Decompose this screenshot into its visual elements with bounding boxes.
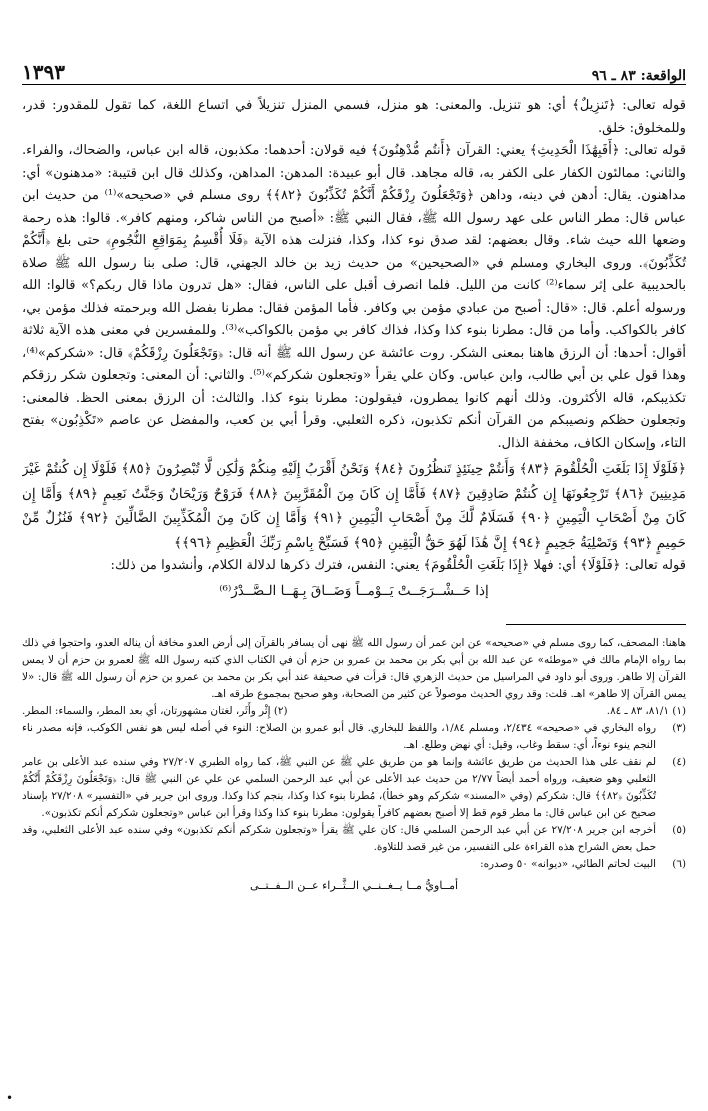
page (22, 56, 686, 1096)
closing-paragraph: قوله تعالى: ﴿فَلَوْلَا﴾ أي: فهلا ﴿إِذَا بَلَغَتِ الْحُلْقُومَ﴾ يعني: النفس، فترك ذكرها لدلالة الكلام، وأنشدوا من ذلك: (110, 558, 686, 573)
footnote-pair (22, 703, 686, 720)
footnotes (22, 635, 686, 894)
footnote-text: رواه البخاري في «صحيحه» ٢/٤٣٤، ومسلم ١/٨٤، واللفظ للبخاري. قال أبو عمرو بن الصلاح: النوء في أصله ليس هو نفس الكوكب، فإنه مصدر ناء النجم ينوء نوءاً، أي: سقط وغاب، وقيل: أي نهض وطلع. اهـ. (22, 721, 657, 751)
page-header (22, 56, 686, 85)
footnote (22, 856, 686, 873)
footnote (22, 754, 686, 822)
page-number: ١٣٩٣ (22, 60, 65, 84)
footnote-number: (٥) (672, 823, 686, 836)
paragraph: قوله تعالى: ﴿تَنزِيلٌ﴾ أي: هو تنزيل. والمعنى: هو منزل، فسمي المنزل تنزيلاً في اتساع اللغة، كما تقول للمقدور: قدر، وللمخلوق: خلق. (22, 98, 686, 136)
footnote-number: (٣) (672, 721, 686, 734)
paragraph: قوله تعالى: ﴿أَفَبِهَٰذَا الْحَدِيثِ﴾ يعني: القرآن ﴿أَنتُم مُّدْهِنُونَ﴾ فيه قولان: أحدهما: مكذبون، قاله ابن عباس، والضحاك، والفراء. والثاني: ممالئون الكفار على الكفر به، قاله مجاهد. قال أبو عبيدة: المدهن: المداهن، وكذلك قال ابن قتيبة: «مدهنون» أي: مداهنون. يقال: أدهن في دينه، وداهن ﴿وَتَجْعَلُونَ رِزْقَكُمْ أَنَّكُمْ تُكَذِّبُونَ ﴿٨٢﴾﴾ روى مسلم في «صحيحه»⁽¹⁾ من حديث ابن عباس قال: مطر الناس على عهد رسول الله ﷺ، فقال النبي ﷺ: «أصبح من الناس شاكر، ومنهم كافر». قالوا: هذه رحمة وضعها الله حيث شاء. وقال بعضهم: لقد صدق نوء كذا، وكذا، فنزلت هذه الآية ﴿فَلَا أُقْسِمُ بِمَوَاقِعِ النُّجُومِ﴾ حتى بلغ ﴿أَنَّكُمْ تُكَذِّبُونَ﴾. وروى البخاري ومسلم في «الصحيحين» من حديث زيد بن خالد الجهني، قال: صلى بنا رسول الله ﷺ صلاة بالحديبية على إثر سماء⁽²⁾ كانت من الليل. فلما انصرف أقبل على الناس، فقال: «هل تدرون ماذا قال ربكم؟» قالوا: الله ورسوله أعلم. قال: «قال: أصبح من عبادي مؤمن بي وكافر. فأما المؤمن فقال: مطرنا بفضل الله وبرحمته فذلك مؤمن بي، كافر بالكواكب. وأما من قال: مطرنا بنوء كذا وكذا، فذاك كافر بي مؤمن بالكواكب»⁽³⁾. وللمفسرين في معنى هذه الآية ثلاثة أقوال: أحدها: أن الرزق هاهنا بمعنى الشكر. روت عائشة عن رسول الله ﷺ أنه قال: ﴿وَتَجْعَلُونَ رِزْقَكُمْ﴾ قال: «شكركم»⁽⁴⁾، وهذا قول علي بن أبي طالب، وابن عباس. وكان علي يقرأ «وتجعلون شكركم»⁽⁵⁾. والثاني: أن المعنى: وتجعلون شكر رزقكم تكذيبكم، قاله الأكثرون. وذلك أنهم كانوا يمطرون، فيقولون: مطرنا بنوء كذا. والثالث: أن الرزق بمعنى الحظ. فالمعنى: وتجعلون حظكم ونصيبكم من القرآن أنكم تكذبون، ذكره الثعلبي. وقرأ أبي بن كعب، والمفضل عن عاصم «تَكْذِبُون» بفتح التاء، وإسكان الكاف، مخففة الذال. (22, 143, 686, 451)
footnote-poem: أمــاويُّ مــا يــغــنــي الــثَّــراء عــن الــفــتــى (249, 878, 459, 892)
footnote-text: أخرجه ابن جرير ٢٧/٢٠٨ عن أبي عبد الرحمن السلمي قال: كان علي ﷺ يقرأ «وتجعلون شكركم أنكم تكذبون» وفي سنده عبد الأعلى الثعلبي، وقد حمل بعض الشراح هذه القراءة على التفسير، من غير قصد للتلاوة. (22, 823, 656, 853)
footnote (22, 822, 686, 856)
poem-line: إذا حَــشْــرَجَــتْ يَــوْمــاً وَضَــاقَ بِـهَــا الـصَّــدْرُ⁽⁶⁾ (219, 582, 489, 599)
footnote (22, 720, 686, 754)
chapter-title: الواقعة: ٨٣ ـ ٩٦ (591, 68, 686, 84)
footnote-text: البيت لحاتم الطائي، «ديوانه» ٥٠ وصدره: (480, 857, 656, 870)
quran-verse-block: ﴿فَلَوْلَا إِذَا بَلَغَتِ الْحُلْقُومَ ﴿٨٣﴾ وَأَنتُمْ حِينَئِذٍ تَنظُرُونَ ﴿٨٤﴾ وَنَحْنُ أَقْرَبُ إِلَيْهِ مِنكُمْ وَلَٰكِن لَّا تُبْصِرُونَ ﴿٨٥﴾ فَلَوْلَا إِن كُنتُمْ غَيْرَ مَدِينِينَ ﴿٨٦﴾ تَرْجِعُونَهَا إِن كُنتُمْ صَادِقِينَ ﴿٨٧﴾ فَأَمَّا إِن كَانَ مِنَ الْمُقَرَّبِينَ ﴿٨٨﴾ فَرَوْحٌ وَرَيْحَانٌ وَجَنَّتُ نَعِيمٍ ﴿٨٩﴾ وَأَمَّا إِن كَانَ مِنْ أَصْحَابِ الْيَمِينِ ﴿٩٠﴾ فَسَلَامٌ لَّكَ مِنْ أَصْحَابِ الْيَمِينِ ﴿٩١﴾ وَأَمَّا إِن كَانَ مِنَ الْمُكَذِّبِينَ الضَّالِّينَ ﴿٩٢﴾ فَنُزُلٌ مِّنْ حَمِيمٍ ﴿٩٣﴾ وَتَصْلِيَةُ جَحِيمٍ ﴿٩٤﴾ إِنَّ هَٰذَا لَهُوَ حَقُّ الْيَقِينِ ﴿٩٥﴾ فَسَبِّحْ بِاسْمِ رَبِّكَ الْعَظِيمِ ﴿٩٦﴾﴾ (22, 461, 686, 551)
main-text (22, 95, 686, 602)
footnote-number: (٤) (672, 755, 686, 768)
footnote-number: (٦) (672, 857, 686, 870)
footnote-text: لم نقف على هذا الحديث من طريق عائشة وإنما هو من طريق علي ﷺ عن النبي ﷺ، كما رواه الطبري ٢٧/٢٠٧ وفي سنده عبد الأعلى بن عامر الثعلبي وهو ضعيف، ورواه أحمد أيضاً ٢/٧٧ من حديث عبد الأعلى عن أبي عبد الرحمن السلمي عن علي عن النبي ﷺ قال: ﴿وَتَجْعَلُونَ رِزْقَكُمْ أَنَّكُمْ تُكَذِّبُونَ ﴿٨٢﴾﴾ قال: شكركم (وفي «المسند» شكركم وهو خطأ)، مُطرنا بنوء كذا وكذا، بنجم كذا وكذا. وروى ابن جرير في «التفسير» ٢٧/٢٠٨ بإسناد صحيح عن ابن عباس قال: ما مطر قوم قط إلا أصبح بعضهم كافراً يقولون: مطرنا بنوء كذا وكذا وقرأ ابن عباس «وتجعلون شكركم أنكم تكذبون». (22, 755, 656, 819)
footnote-1: (١) ٨١/١، ٨٣ ـ ٨٤. (606, 704, 686, 717)
footnote-2: (٢) إِثْر وأَثَر، لغتان مشهورتان، أي بعد المطر، والسماء: المطر. (22, 704, 288, 717)
footnote-continuation: هاهنا: المصحف، كما روى مسلم في «صحيحه» عن ابن عمر أن رسول الله ﷺ نهى أن يسافر بالقرآن إلى أرض العدو مخافة أن يناله العدو، واحتجوا في ذلك بما رواه الإمام مالك في «موطئه» عن عبد الله بن أبي بكر بن محمد بن عمرو بن حزم أن في الكتاب الذي كتبه رسول الله ﷺ لعمرو بن حزم أن لا يمس القرآن إلا طاهر. وروى أبو داود في المراسيل من حديث الزهري قال: قرأت في صحيفة عند أبي بكر بن محمد بن عمرو بن حزم أن رسول الله ﷺ قال: «لا يمس القرآن إلا طاهر» اهـ. قلت: وقد روي الحديث موصولاً عن كثير من الصحابة، وهو صحيح بمجموع طرقه اهـ. (22, 636, 686, 700)
footnote-separator (506, 624, 686, 625)
page-mark: • (6, 1091, 14, 1105)
